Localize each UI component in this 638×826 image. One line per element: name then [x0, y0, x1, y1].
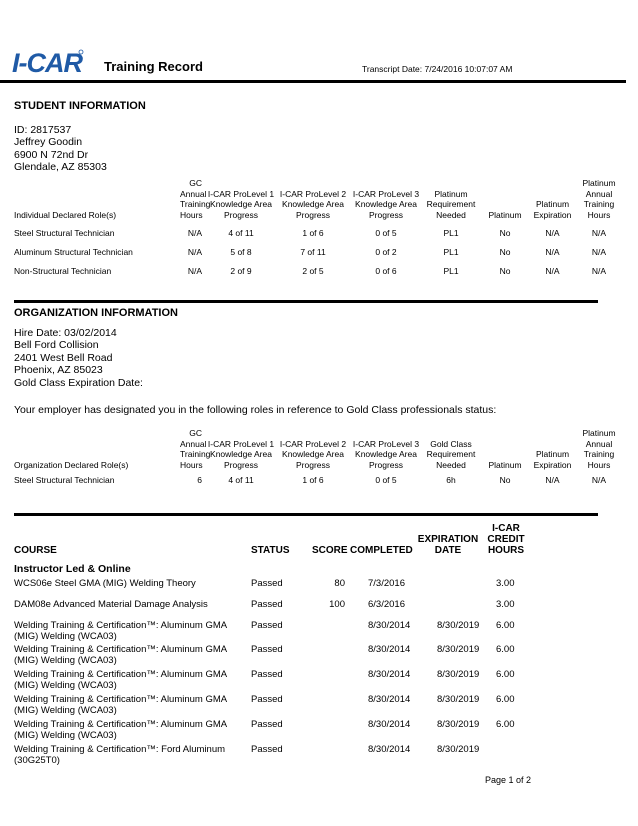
- course-status: Passed: [251, 719, 283, 730]
- table-row: [14, 242, 624, 261]
- course-credit: 6.00: [496, 644, 515, 655]
- organization-details: [14, 327, 143, 389]
- course-credit: 6.00: [496, 694, 515, 705]
- course-name: Welding Training & Certification™: Aluminum GMA (MIG) Welding (WCA03): [14, 694, 227, 716]
- course-expiration: 8/30/2019: [437, 669, 480, 680]
- course-credit: 3.00: [496, 599, 515, 610]
- table-cell: N/A: [591, 246, 607, 257]
- icar-logo: [12, 48, 84, 76]
- table-cell: N/A: [545, 246, 560, 257]
- section-divider: [14, 513, 598, 516]
- course-completed: 8/30/2014: [368, 719, 411, 730]
- course-completed: 8/30/2014: [368, 744, 411, 755]
- column-header-credit: [484, 523, 528, 556]
- course-name: Welding Training & Certification™: Aluminum GMA (MIG) Welding (WCA03): [14, 669, 227, 691]
- page-header: [0, 0, 638, 86]
- transcript-date: Transcript Date: 7/24/2016 10:07:07 AM: [362, 64, 513, 74]
- table-cell: N/A: [591, 227, 607, 238]
- table-cell: N/A: [591, 474, 607, 485]
- column-header: Organization Declared Role(s): [14, 459, 129, 470]
- table-row: [14, 261, 624, 280]
- table-cell: 2 of 5: [302, 265, 324, 276]
- table-row: [14, 694, 574, 718]
- column-header-course: COURSE: [14, 545, 57, 556]
- course-credit: 3.00: [496, 578, 515, 589]
- course-name: WCS06e Steel GMA (MIG) Welding Theory: [14, 578, 196, 589]
- course-expiration: 8/30/2019: [437, 620, 480, 631]
- organization-roles-table: [14, 428, 624, 489]
- course-credit: 6.00: [496, 719, 515, 730]
- column-header-credit-line2: CREDIT: [487, 534, 525, 545]
- column-header: I-CAR ProLevel 2 Knowledge Area Progress: [279, 188, 347, 220]
- table-cell: 4 of 11: [228, 227, 254, 238]
- table-cell: 4 of 11: [228, 474, 254, 485]
- table-row: [14, 620, 574, 644]
- course-name: DAM08e Advanced Material Damage Analysis: [14, 599, 208, 610]
- organization-section-title: ORGANIZATION INFORMATION: [14, 307, 178, 319]
- table-cell: 5 of 8: [230, 246, 252, 257]
- column-header: Platinum Annual Training Hours: [582, 178, 616, 220]
- table-cell: Steel Structural Technician: [14, 474, 115, 485]
- column-header: Gold Class Requirement Needed: [426, 438, 476, 470]
- column-header: Platinum Expiration: [533, 199, 572, 220]
- table-cell: PL1: [443, 246, 459, 257]
- course-expiration: 8/30/2019: [437, 719, 480, 730]
- column-header: I-CAR ProLevel 3 Knowledge Area Progress: [352, 188, 420, 220]
- course-status: Passed: [251, 644, 283, 655]
- table-cell: 7 of 11: [300, 246, 326, 257]
- column-header-expiration-line2: DATE: [434, 545, 462, 556]
- table-row: [14, 470, 624, 489]
- table-row: [14, 744, 574, 768]
- column-header: Platinum: [488, 459, 522, 470]
- course-status: Passed: [251, 578, 283, 589]
- course-score: 80: [334, 578, 345, 589]
- course-name: Welding Training & Certification™: Aluminum GMA (MIG) Welding (WCA03): [14, 620, 227, 642]
- table-cell: N/A: [187, 246, 202, 257]
- gold-class-expiration: Gold Class Expiration Date:: [14, 376, 143, 389]
- table-cell: No: [499, 474, 511, 485]
- table-cell: N/A: [187, 265, 202, 276]
- logo-text: I-CAR: [12, 48, 82, 76]
- course-score: 100: [329, 599, 345, 610]
- column-header: I-CAR ProLevel 3 Knowledge Area Progress: [352, 438, 420, 470]
- column-header-credit-line1: I-CAR: [492, 523, 520, 534]
- course-group-title: Instructor Led & Online: [14, 563, 131, 575]
- course-status: Passed: [251, 620, 283, 631]
- table-cell: 2 of 9: [230, 265, 252, 276]
- column-header: GC Annual Training Hours: [180, 178, 211, 220]
- table-header: [14, 520, 574, 556]
- course-credit: 6.00: [496, 620, 515, 631]
- table-cell: PL1: [443, 227, 459, 238]
- table-cell: No: [499, 246, 511, 257]
- organization-name: Bell Ford Collision: [14, 339, 99, 352]
- table-cell: 6h: [446, 474, 456, 485]
- table-cell: 6: [197, 474, 202, 485]
- course-expiration: 8/30/2019: [437, 744, 480, 755]
- column-header: Individual Declared Role(s): [14, 209, 117, 220]
- table-header: [14, 428, 624, 470]
- column-header-score: SCORE: [312, 545, 348, 556]
- table-cell: Steel Structural Technician: [14, 227, 115, 238]
- column-header: GC Annual Training Hours: [180, 428, 211, 470]
- column-header: I-CAR ProLevel 1 Knowledge Area Progress: [207, 188, 275, 220]
- column-header: I-CAR ProLevel 2 Knowledge Area Progress: [279, 438, 347, 470]
- section-divider: [14, 300, 598, 303]
- document-title: Training Record: [104, 59, 203, 74]
- table-cell: 0 of 6: [375, 265, 397, 276]
- course-name: Welding Training & Certification™: Ford Aluminum (30G25T0): [14, 744, 226, 766]
- course-status: Passed: [251, 599, 283, 610]
- table-cell: Aluminum Structural Technician: [14, 246, 133, 257]
- hire-date: Hire Date: 03/02/2014: [14, 327, 117, 339]
- student-name: Jeffrey Goodin: [14, 136, 83, 149]
- course-expiration: 8/30/2019: [437, 644, 480, 655]
- table-cell: N/A: [545, 227, 560, 238]
- course-name: Welding Training & Certification™: Aluminum GMA (MIG) Welding (WCA03): [14, 719, 227, 741]
- course-status: Passed: [251, 744, 283, 755]
- course-completed: 8/30/2014: [368, 644, 411, 655]
- column-header-expiration-line1: EXPIRATION: [417, 534, 479, 545]
- table-cell: 0 of 5: [375, 474, 397, 485]
- course-completed: 8/30/2014: [368, 694, 411, 705]
- table-row: [14, 644, 574, 668]
- column-header: Platinum Annual Training Hours: [582, 428, 616, 470]
- course-completed: 6/3/2016: [368, 599, 405, 610]
- header-divider: [0, 80, 626, 83]
- column-header-status: STATUS: [251, 545, 290, 556]
- organization-address-line1: 2401 West Bell Road: [14, 351, 113, 364]
- individual-roles-table: [14, 178, 624, 280]
- table-cell: N/A: [545, 474, 560, 485]
- employer-note: Your employer has designated you in the following roles in reference to Gold Class professionals status:: [14, 404, 497, 416]
- column-header: Platinum Expiration: [533, 449, 572, 470]
- column-header: Platinum Requirement Needed: [426, 188, 476, 220]
- course-expiration: 8/30/2019: [437, 694, 480, 705]
- column-header-completed: COMPLETED: [350, 545, 413, 556]
- table-cell: PL1: [443, 265, 459, 276]
- student-section-title: STUDENT INFORMATION: [14, 100, 146, 112]
- course-name: Welding Training & Certification™: Aluminum GMA (MIG) Welding (WCA03): [14, 644, 227, 666]
- course-status: Passed: [251, 669, 283, 680]
- table-cell: 0 of 5: [375, 227, 397, 238]
- course-completed: 8/30/2014: [368, 620, 411, 631]
- table-cell: N/A: [545, 265, 560, 276]
- table-row: [14, 669, 574, 693]
- table-cell: N/A: [187, 227, 202, 238]
- table-cell: No: [499, 227, 511, 238]
- table-cell: N/A: [591, 265, 607, 276]
- column-header: Platinum: [488, 209, 522, 220]
- table-cell: Non-Structural Technician: [14, 265, 112, 276]
- table-cell: 1 of 6: [302, 474, 324, 485]
- table-header: [14, 178, 624, 220]
- column-header: I-CAR ProLevel 1 Knowledge Area Progress: [207, 438, 275, 470]
- table-cell: 1 of 6: [302, 227, 324, 238]
- table-row: [14, 719, 574, 743]
- column-header-credit-line3: HOURS: [487, 545, 525, 556]
- student-details: [14, 124, 107, 174]
- course-completed: 7/3/2016: [368, 578, 405, 589]
- student-id: ID: 2817537: [14, 124, 72, 136]
- course-credit: 6.00: [496, 669, 515, 680]
- course-status: Passed: [251, 694, 283, 705]
- table-row: [14, 223, 624, 242]
- course-completed: 8/30/2014: [368, 669, 411, 680]
- column-header-expiration: [416, 534, 480, 556]
- organization-address-line2: Phoenix, AZ 85023: [14, 364, 103, 377]
- table-cell: No: [499, 265, 511, 276]
- table-cell: 0 of 2: [375, 246, 397, 257]
- student-address-line1: 6900 N 72nd Dr: [14, 148, 89, 161]
- page-number: Page 1 of 2: [485, 775, 532, 785]
- student-address-line2: Glendale, AZ 85303: [14, 161, 107, 174]
